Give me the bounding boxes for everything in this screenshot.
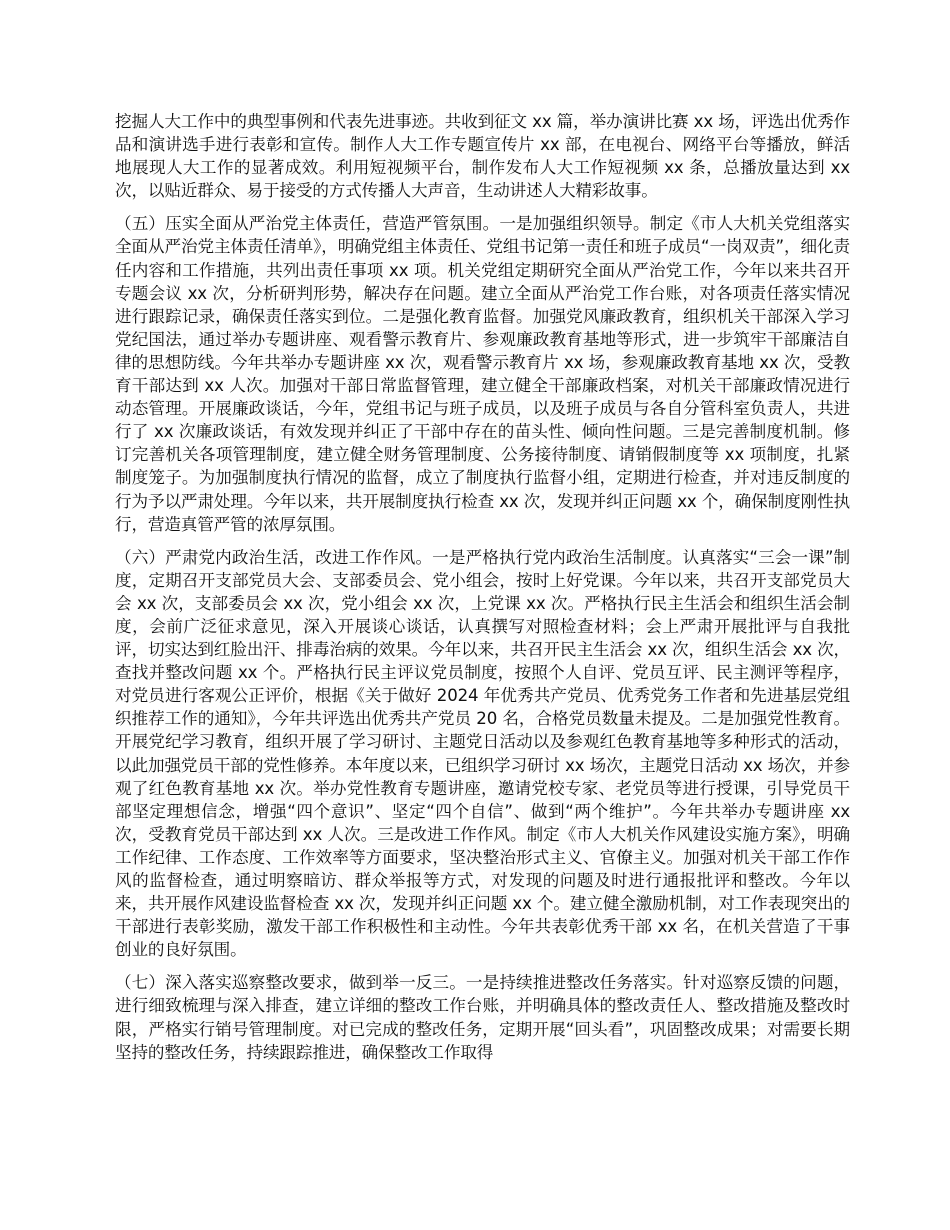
paragraph-section-seven: （七）深入落实巡察整改要求，做到举一反三。一是持续推进整改任务落实。针对巡察反馈的问题，进行细致梳理与深入排查，建立详细的整改工作台账，并明确具体的整改责任人、整改措施及整改时限，严格实行销号管理制度。对已完成的整改任务，定期开展“回头看”，巩固整改成果；对需要长期坚持的整改任务，持续跟踪推进，确保整改工作取得 — [115, 973, 850, 1062]
paragraph-section-six: （六）严肃党内政治生活，改进工作作风。一是严格执行党内政治生活制度。认真落实“三会一课”制度，定期召开支部党员大会、支部委员会、党小组会，按时上好党课。今年以来，共召开支部党员大会 xx 次，支部委员会 xx 次，党小组会 xx 次，上党课 xx 次。严格执行民主生活会和组织生活会制度，会前广泛征求意见，深入开展谈心谈话，认真撰写对照检查材料；会上严肃开展批评与自我批评，切实达到红脸出汗、排毒治病的效果。今年以来，共召开民主生活会 xx 次，组织生活会 xx 次，查找并整改问题 xx 个。严格执行民主评议党员制度，按照个人自评、党员互评、民主测评等程序，对党员进行客观公正评价，根据《关于做好 2024 年优秀共产党员、优秀党务工作者和先进基层党组织推荐工作的通知》，今年共评选出优秀共产党员 20 名，合格党员数量未提及。二是加强党性教育。开展党纪学习教育，组织开展了学习研讨、主题党日活动以及参观红色教育基地等多种形式的活动，以此加强党员干部的党性修养。本年度以来，已组织学习研讨 xx 场次，主题党日活动 xx 场次，并参观了红色教育基地 xx 次。举办党性教育专题讲座，邀请党校专家、老党员等进行授课，引导党员干部坚定理想信念，增强“四个意识”、坚定“四个自信”、做到“两个维护”。今年共举办专题讲座 xx 次，受教育党员干部达到 xx 人次。三是改进工作作风。制定《市人大机关作风建设实施方案》，明确工作纪律、工作态度、工作效率等方面要求，坚决整治形式主义、官僚主义。加强对机关干部工作作风的监督检查，通过明察暗访、群众举报等方式，对发现的问题及时进行通报批评和整改。今年以来，共开展作风建设监督检查 xx 次，发现并纠正问题 xx 个。建立健全激励机制，对工作表现突出的干部进行表彰奖励，激发干部工作积极性和主动性。今年共表彰优秀干部 xx 名，在机关营造了干事创业的良好氛围。 — [115, 547, 850, 960]
paragraph-intro-continuation: 挖掘人大工作中的典型事例和代表先进事迹。共收到征文 xx 篇，举办演讲比赛 xx 场，评选出优秀作品和演讲选手进行表彰和宣传。制作人大工作专题宣传片 xx 部，在电视台、网络平台等播放，鲜活地展现人大工作的显著成效。利用短视频平台，制作发布人大工作短视频 xx 条，总播放量达到 xx 次，以贴近群众、易于接受的方式传播人大声音，生动讲述人大精彩故事。 — [115, 112, 850, 201]
paragraph-section-five: （五）压实全面从严治党主体责任，营造严管氛围。一是加强组织领导。制定《市人大机关党组落实全面从严治党主体责任清单》，明确党组主体责任、党组书记第一责任和班子成员“一岗双责”，细化责任内容和工作措施，共列出责任事项 xx 项。机关党组定期研究全面从严治党工作，今年以来共召开专题会议 xx 次，分析研判形势，解决存在问题。建立全面从严治党工作台账，对各项责任落实情况进行跟踪记录，确保责任落实到位。二是强化教育监督。加强党风廉政教育，组织机关干部深入学习党纪国法，通过举办专题讲座、观看警示教育片、参观廉政教育基地等形式，进一步筑牢干部廉洁自律的思想防线。今年共举办专题讲座 xx 次，观看警示教育片 xx 场，参观廉政教育基地 xx 次，受教育干部达到 xx 人次。加强对干部日常监督管理，建立健全干部廉政档案，对机关干部廉政情况进行动态管理。开展廉政谈话，今年，党组书记与班子成员，以及班子成员与各自分管科室负责人，共进行了 xx 次廉政谈话，有效发现并纠正了干部中存在的苗头性、倾向性问题。三是完善制度机制。修订完善机关各项管理制度，建立健全财务管理制度、公务接待制度、请销假制度等 xx 项制度，扎紧制度笼子。为加强制度执行情况的监督，成立了制度执行监督小组，定期进行检查，并对违反制度的行为予以严肃处理。今年以来，共开展制度执行检查 xx 次，发现并纠正问题 xx 个，确保制度刚性执行，营造真管严管的浓厚氛围。 — [115, 214, 850, 534]
document-body — [115, 110, 850, 1074]
